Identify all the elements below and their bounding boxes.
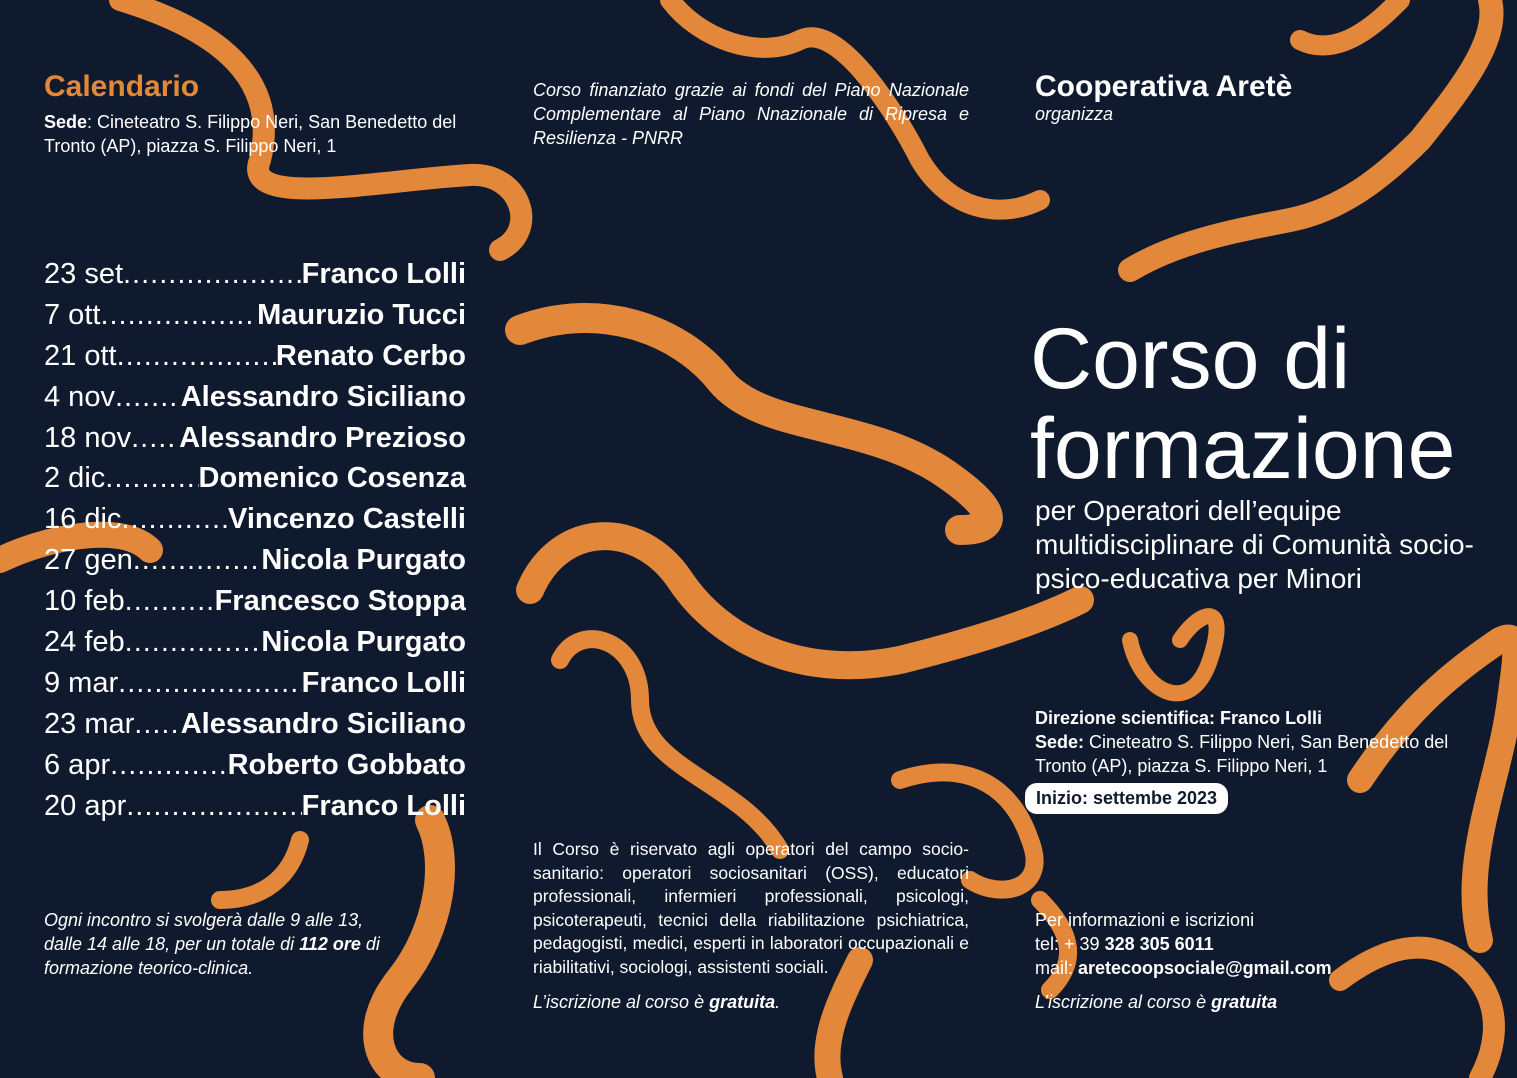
schedule-speaker: Mauruzio Tucci — [257, 298, 466, 331]
ribbon-7 — [1300, 0, 1400, 45]
start-date-badge: Inizio: settembe 2023 — [1025, 783, 1228, 814]
free-text-right: L’iscrizione al corso è — [1035, 992, 1212, 1012]
ribbon-3 — [520, 318, 988, 530]
schedule-speaker: Nicola Purgato — [261, 544, 466, 577]
leader-dots — [100, 299, 257, 332]
course-title-line1: Corso di — [1030, 311, 1351, 407]
mail-address[interactable]: aretecoopsociale@gmail.com — [1078, 958, 1332, 978]
calendar-title: Calendario — [44, 70, 200, 103]
schedule-date: 6 apr — [44, 748, 111, 781]
contact-mail[interactable] — [1035, 956, 1475, 980]
schedule-date: 4 nov — [44, 380, 115, 413]
leader-dots — [110, 749, 227, 782]
schedule-date: 20 apr — [44, 789, 127, 822]
venue-right-label: Sede: — [1035, 732, 1085, 752]
note-text-1: Ogni incontro si svolgerà dalle 9 alle 13, dalle 14 alle 18, per un totale di — [44, 910, 364, 954]
organizer-name: Cooperativa Aretè — [1035, 70, 1293, 103]
schedule-note — [44, 908, 404, 980]
ribbon-10 — [1130, 616, 1217, 693]
direction-block — [1035, 706, 1475, 778]
schedule-date: 27 gen — [44, 544, 133, 577]
schedule-date: 2 dic — [44, 462, 106, 495]
leader-dots — [125, 626, 262, 659]
leader-dots — [133, 544, 262, 577]
leader-dots — [126, 790, 301, 823]
leader-dots — [125, 585, 215, 618]
leader-dots — [123, 258, 302, 291]
free-enrollment-right — [1035, 992, 1277, 1013]
venue-left — [44, 110, 464, 158]
schedule-row — [44, 299, 466, 340]
scientific-director: Direzione scientifica: Franco Lolli — [1035, 708, 1323, 728]
schedule-speaker: Francesco Stoppa — [214, 585, 466, 618]
note-hours: 112 ore — [299, 934, 361, 954]
note-text-2: di formazione teorico-clinica. — [44, 934, 380, 978]
phone-number[interactable]: 328 305 6011 — [1104, 934, 1214, 954]
schedule-date: 16 dic — [44, 503, 122, 536]
schedule-row — [44, 790, 466, 831]
venue-text: : Cineteatro S. Filippo Neri, San Benedetto del Tronto (AP), piazza S. Filippo Neri, 1 — [44, 112, 457, 156]
schedule-speaker: Renato Cerbo — [275, 339, 466, 372]
venue-right-text: Cineteatro S. Filippo Neri, San Benedetto del Tronto (AP), piazza S. Filippo Neri, 1 — [1035, 732, 1449, 776]
schedule-date: 24 feb — [44, 626, 125, 659]
contact-title: Per informazioni e iscrizioni — [1035, 910, 1255, 930]
leader-dots — [131, 422, 179, 455]
funding-note: Corso finanziato grazie ai fondi del Piano Nazionale Complementare al Piano Nnazionale di Ripresa e Resilienza - PNRR — [533, 80, 969, 148]
schedule-row — [44, 667, 466, 708]
schedule-date: 23 mar — [44, 707, 135, 740]
schedule-speaker: Alessandro Prezioso — [179, 421, 466, 454]
leader-dots — [117, 340, 276, 373]
contact-info — [1035, 908, 1475, 980]
venue-label: Sede — [44, 112, 88, 132]
contact-phone[interactable] — [1035, 932, 1475, 956]
schedule-speaker: Alessandro Siciliano — [180, 707, 466, 740]
schedule-row — [44, 585, 466, 626]
leader-dots — [134, 708, 180, 741]
schedule-date: 10 feb — [44, 585, 125, 618]
ribbon-11 — [1360, 638, 1515, 941]
schedule-date: 18 nov — [44, 421, 132, 454]
schedule-speaker: Franco Lolli — [301, 789, 466, 822]
free-enrollment-middle — [533, 992, 780, 1013]
ribbon-14 — [220, 840, 300, 900]
course-title — [1030, 311, 1456, 497]
schedule-row — [44, 544, 466, 585]
schedule-row — [44, 340, 466, 381]
schedule-speaker: Franco Lolli — [301, 258, 466, 290]
schedule-speaker: Vincenzo Castelli — [228, 503, 466, 536]
schedule-date: 23 set — [44, 258, 123, 290]
schedule-row — [44, 708, 466, 749]
leader-dots — [121, 503, 228, 536]
free-end: . — [775, 992, 781, 1012]
schedule-row — [44, 503, 466, 544]
schedule-speaker: Domenico Cosenza — [198, 462, 466, 495]
schedule-row — [44, 462, 466, 503]
mail-label: mail: — [1035, 958, 1079, 978]
schedule-speaker: Alessandro Siciliano — [180, 380, 466, 413]
leader-dots — [115, 381, 181, 414]
course-description: Il Corso è riservato agli operatori del campo socio-sanitario: operatori sociosanitari (OSS), educatori professionali, infermieri professionali, psicologi, psicoterapeuti, tecnici della riabilitazione psichiatrica, pedagogisti, medici, esperti in laboratori occupazionali e riabilitativi, sociologi, assistenti sociali. — [533, 839, 969, 977]
schedule-speaker: Nicola Purgato — [261, 626, 466, 659]
organizer-caption: organizza — [1035, 104, 1114, 124]
leader-dots — [118, 667, 302, 700]
schedule-row — [44, 422, 466, 463]
schedule-speaker: Roberto Gobbato — [227, 748, 466, 781]
ribbon-8 — [560, 639, 780, 850]
free-text: L’iscrizione al corso è — [533, 992, 710, 1012]
course-subtitle: per Operatori dell’equipe multidisciplinare di Comunità socio-psico-educativa per Minori — [1035, 495, 1474, 594]
schedule-row — [44, 749, 466, 790]
free-bold: gratuita — [709, 992, 776, 1012]
schedule-list — [44, 258, 466, 830]
schedule-row — [44, 626, 466, 667]
phone-label: tel: + 39 — [1035, 934, 1105, 954]
schedule-date: 21 ott — [44, 339, 117, 372]
course-title-line2: formazione — [1030, 401, 1456, 497]
schedule-date: 9 mar — [44, 666, 119, 699]
schedule-date: 7 ott — [44, 298, 101, 331]
schedule-row — [44, 381, 466, 422]
leader-dots — [105, 462, 198, 495]
schedule-speaker: Franco Lolli — [301, 666, 466, 699]
free-bold-right: gratuita — [1211, 992, 1278, 1012]
schedule-row — [44, 258, 466, 299]
